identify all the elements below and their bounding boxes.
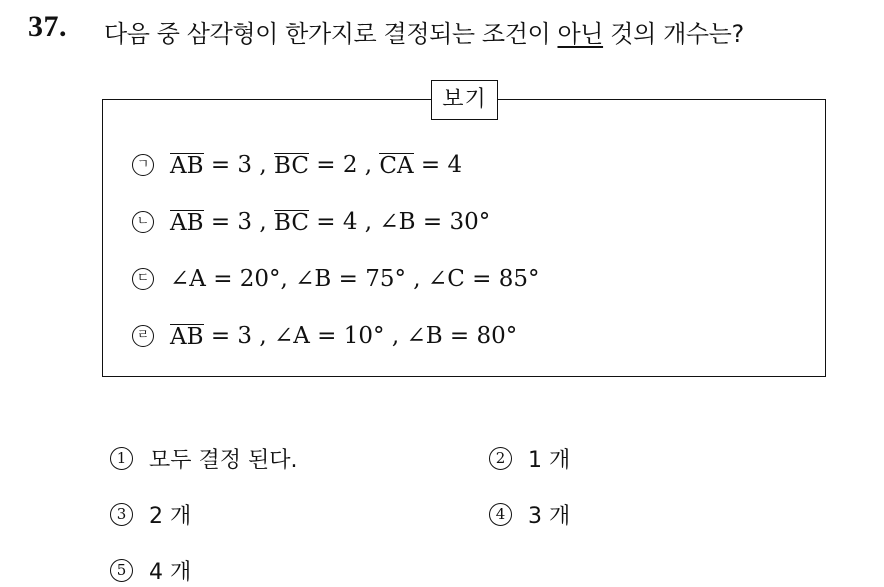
condition-marker: ㄷ [132, 268, 154, 290]
choice-3[interactable] [110, 497, 191, 531]
condition-marker: ㄹ [132, 325, 154, 347]
choice-4[interactable] [489, 497, 570, 531]
segment-label: AB [170, 323, 204, 350]
question-text-underlined: 아닌 [557, 20, 604, 48]
choice-number: 1 [110, 447, 133, 470]
segment-label: BC [273, 209, 309, 236]
condition-text: = 4 [413, 152, 463, 178]
choice-number: 2 [489, 447, 512, 470]
condition-marker: ㄱ [132, 154, 154, 176]
choice-text: 4 개 [149, 559, 192, 585]
condition-marker: ㄴ [132, 211, 154, 233]
question-text [104, 14, 744, 49]
choice-1[interactable] [110, 441, 298, 475]
segment-label: AB [170, 152, 204, 179]
condition-text: = 3 , ∠A = 10° , ∠B = 80° [203, 323, 518, 349]
segment-label: CA [379, 152, 414, 179]
choice-text: 모두 결정 된다. [149, 447, 298, 473]
condition-item [132, 318, 517, 354]
choice-text: 1 개 [528, 447, 571, 473]
question-text-before: 다음 중 삼각형이 한가지로 결정되는 조건이 [104, 20, 558, 48]
question-text-after: 것의 개수는? [603, 20, 744, 48]
choice-number: 4 [489, 503, 512, 526]
choice-text: 3 개 [528, 503, 571, 529]
condition-text: = 2 , [308, 152, 380, 178]
choice-number: 5 [110, 559, 133, 582]
condition-item [132, 147, 462, 183]
condition-text: = 3 , [203, 209, 274, 235]
choice-text: 2 개 [149, 503, 192, 529]
question-number: 37. [28, 10, 67, 43]
condition-item [132, 204, 490, 240]
condition-text: ∠A = 20°, ∠B = 75° , ∠C = 85° [170, 266, 540, 292]
condition-box-title: 보기 [431, 80, 498, 120]
condition-item [132, 261, 539, 297]
segment-label: AB [170, 209, 204, 236]
choice-2[interactable] [489, 441, 570, 475]
condition-text: = 4 , ∠B = 30° [308, 209, 491, 235]
segment-label: BC [273, 152, 309, 179]
condition-text: = 3 , [203, 152, 274, 178]
choice-5[interactable] [110, 553, 191, 587]
choice-number: 3 [110, 503, 133, 526]
